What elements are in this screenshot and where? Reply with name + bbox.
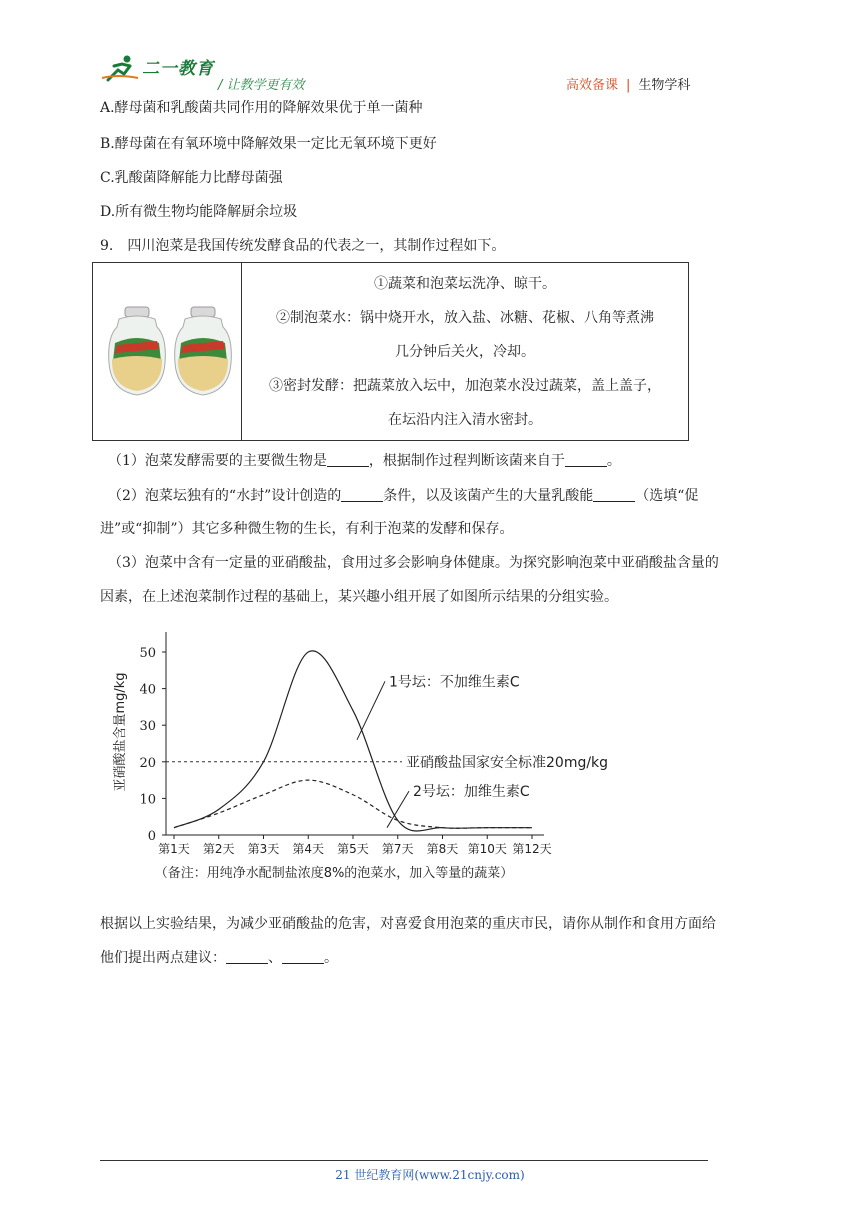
option-b: B.酵母菌在有氧环境中降解效果一定比无氧环境下更好 [100,136,437,152]
x-tick-label: 第5天 [337,842,369,856]
sub2-text-a: （2）泡菜坛独有的“水封”设计创造的 [108,488,342,504]
conclusion-sep: 、 [268,950,282,966]
x-tick-label: 第7天 [381,842,414,856]
y-tick-label: 50 [139,646,156,661]
option-d: D.所有微生物均能降解厨余垃圾 [100,204,298,220]
option-c: C.乳酸菌降解能力比酵母菌强 [100,170,283,186]
sub2-text-b: 条件，以及该菌产生的大量乳酸能 [383,488,594,504]
answer-blank[interactable] [341,487,383,502]
chart-labels [357,673,608,827]
x-tick-label: 第2天 [202,842,235,856]
sub1-text-b: ，根据制作过程判断该菌来自于 [368,453,565,469]
conclusion-end: 。 [324,950,338,966]
conclusion-line2 [100,948,338,968]
step-3-line1: ③密封发酵：把蔬菜放入坛中，加泡菜水没过蔬菜，盖上盖子， [269,378,661,394]
sub-question-2-line1 [108,486,698,506]
y-tick-label: 40 [139,682,156,698]
sub1-text-a: （1）泡菜发酵需要的主要微生物是 [108,453,327,469]
step-1: ①蔬菜和泡菜坛洗净、晾干。 [374,276,556,292]
x-tick-label: 第10天 [467,842,507,856]
sub2-text-c: （选填“促 [635,488,699,504]
x-tick-label: 第1天 [158,842,190,856]
pickle-jar-image [171,303,235,399]
threshold-label: 亚硝酸盐国家安全标准20mg/kg [406,754,609,771]
step-3-line2: 在坛沿内注入清水密封。 [388,412,542,428]
process-table [92,262,689,441]
header-subject-label: 生物学科 [638,78,691,93]
series-2-leader [387,791,409,828]
question-9-intro: 9. 四川泡菜是我国传统发酵食品的代表之一，其制作过程如下。 [100,238,506,254]
chart-axes [166,632,544,835]
series-1-leader [357,681,385,740]
answer-blank[interactable] [565,452,607,467]
answer-blank[interactable] [282,949,324,964]
x-tick-label: 第4天 [292,842,325,856]
process-steps [242,263,688,437]
sub1-text-c: 。 [606,453,621,469]
nitrite-line-chart [104,622,609,884]
answer-blank[interactable] [226,949,268,964]
option-a: A.酵母菌和乳酸菌共同作用的降解效果优于单一菌种 [100,100,423,116]
sub-question-2-line2: 进”或“抑制”）其它多种微生物的生长，有利于泡菜的发酵和保存。 [100,521,514,537]
sub-question-3-line2: 因素，在上述泡菜制作过程的基础上，某兴趣小组开展了如图所示结果的分组实验。 [100,589,618,605]
y-ticks [139,646,166,844]
sub-question-1 [108,451,621,471]
series-1-label: 1号坛：不加维生素C [389,674,520,691]
brand-logo-text: 二一教育 [142,59,214,79]
conclusion-text-a: 他们提出两点建议： [100,950,226,966]
x-tick-label: 第8天 [426,842,459,856]
answer-blank[interactable] [327,452,369,467]
chart-note: （备注：用纯净水配制盐浓度8%的泡菜水，加入等量的蔬菜） [154,866,514,881]
pickle-jar-image [105,303,169,399]
runner-logo-icon [100,54,140,82]
x-ticks [158,835,551,856]
y-tick-label: 30 [139,719,156,735]
header-separator: | [626,78,631,93]
y-tick-label: 10 [139,792,156,808]
footer-divider [100,1160,708,1161]
x-tick-label: 第3天 [247,842,280,856]
y-tick-label: 20 [139,755,156,771]
brand-slogan: / 让教学更有效 [218,78,305,93]
y-tick-label: 0 [147,829,156,844]
footer-source: 21 世纪教育网(www.21cnjy.com) [335,1168,525,1182]
x-tick-label: 第12天 [512,842,552,856]
header-subject [566,74,690,93]
conclusion-line1: 根据以上实验结果，为减少亚硝酸盐的危害，对喜爱食用泡菜的重庆市民，请你从制作和食用方面给 [100,916,716,932]
step-2-line2: 几分钟后关火，冷却。 [395,344,535,360]
y-axis-label: 亚硝酸盐含量mg/kg [113,672,128,792]
answer-blank[interactable] [593,487,635,502]
series-2-label: 2号坛：加维生素C [413,784,530,801]
sub-question-3-line1: （3）泡菜中含有一定量的亚硝酸盐，食用过多会影响身体健康。为探究影响泡菜中亚硝酸盐含量的 [108,555,719,571]
header-tag: 高效备课 [566,78,619,93]
step-2-line1: ②制泡菜水：锅中烧开水，放入盐、冰糖、花椒、八角等煮沸 [276,310,654,326]
